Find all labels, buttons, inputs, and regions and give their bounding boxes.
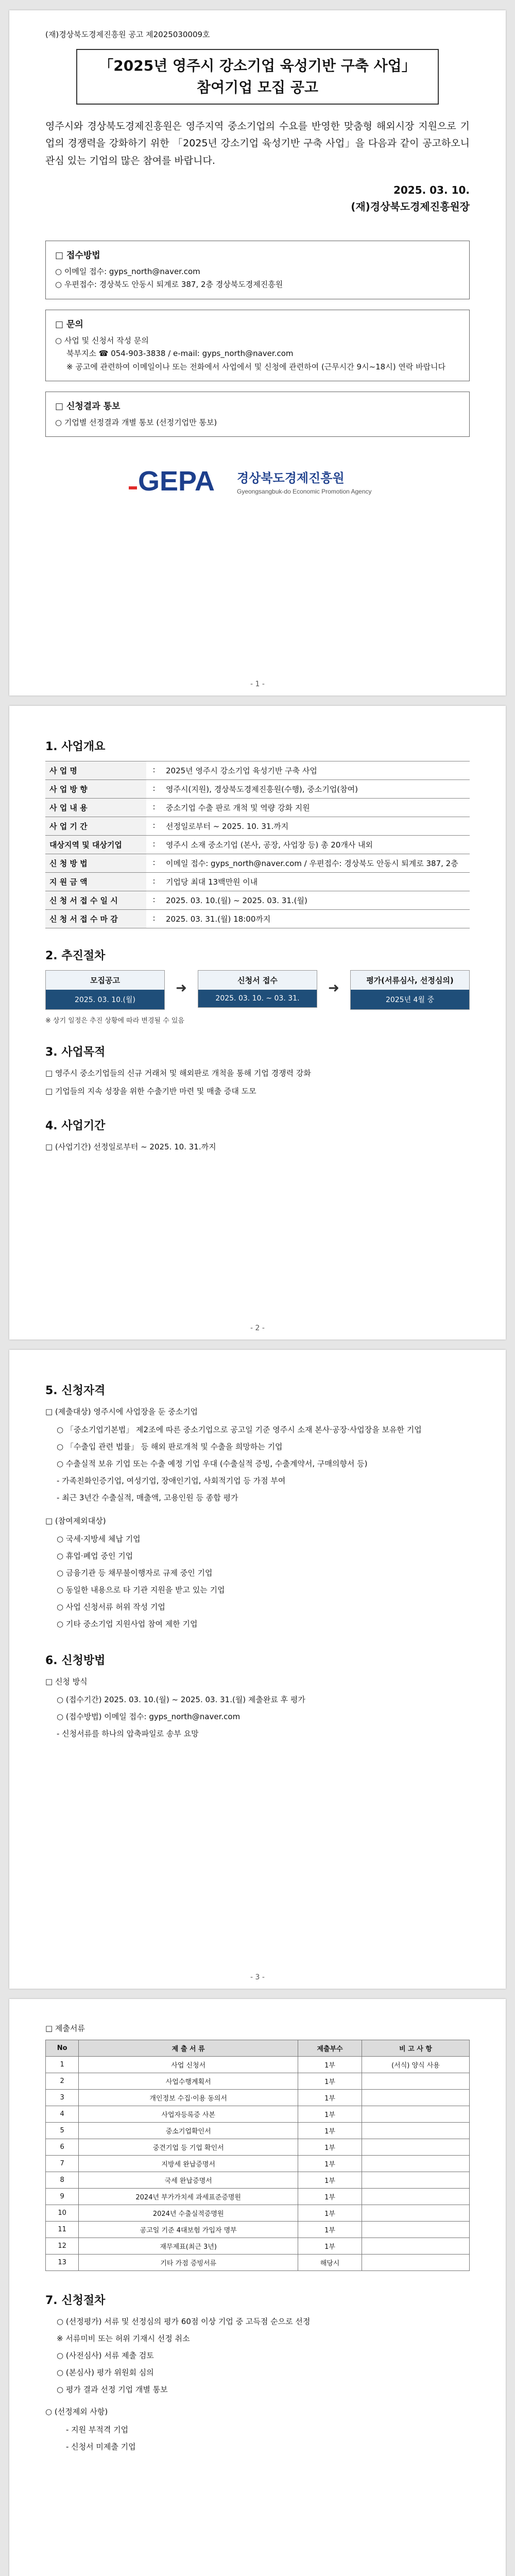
organization-name: (재)경상북도경제진흥원장 xyxy=(351,200,470,213)
documents-column-header: 제 출 서 류 xyxy=(79,2040,298,2057)
process-item: ○ 평가 결과 선정 기업 개별 통보 xyxy=(57,2385,168,2394)
inquiry-heading: □ 문의 xyxy=(55,319,83,330)
table-cell: 12 xyxy=(46,2238,79,2255)
overview-value: 중소기업 수출 판로 개척 및 역량 강화 지원 xyxy=(162,799,470,817)
eligibility-item: ○ 「수출입 관련 법률」 등 해외 판로개척 및 수출을 희망하는 기업 xyxy=(57,1442,283,1451)
table-cell xyxy=(362,2238,469,2255)
overview-key: 신 청 서 접 수 일 시 xyxy=(45,891,146,910)
inquiry-item: ○ 사업 및 신청서 작성 문의 xyxy=(55,335,149,345)
page-3 xyxy=(9,1350,506,1989)
table-cell xyxy=(362,2222,469,2238)
table-cell: 사업자등록증 사본 xyxy=(79,2106,298,2123)
table-cell: 1부 xyxy=(298,2073,362,2090)
exclusion-item: ○ 기타 중소기업 지원사업 참여 제한 기업 xyxy=(57,1619,198,1629)
exclusion-heading: □ (참여제외대상) xyxy=(45,1516,106,1526)
table-cell: 5 xyxy=(46,2123,79,2139)
table-cell: 2024년 수출실적증명원 xyxy=(79,2205,298,2222)
svg-text:Gyeongsangbuk-do Economic Prom: Gyeongsangbuk-do Economic Promotion Agency xyxy=(237,488,372,496)
table-cell: 2024년 부가가치세 과세표준증명원 xyxy=(79,2189,298,2205)
overview-row xyxy=(45,854,470,873)
overview-row xyxy=(45,761,470,780)
table-cell: 1부 xyxy=(298,2222,362,2238)
table-row xyxy=(46,2172,470,2189)
gepa-logo xyxy=(45,462,470,505)
section-heading-overview: 1. 사업개요 xyxy=(45,740,106,753)
result-box xyxy=(45,392,470,437)
announce-date: 2025. 03. 10. xyxy=(393,183,470,196)
table-row xyxy=(46,2106,470,2123)
application-list xyxy=(45,1693,470,1741)
table-cell: 지방세 완납증명서 xyxy=(79,2156,298,2172)
inquiry-box xyxy=(45,310,470,381)
table-row xyxy=(46,2057,470,2073)
overview-value: 이메일 접수: gyps_north@naver.com / 우편접수: 경상북도 안동시 퇴계로 387, 2층 xyxy=(162,854,470,873)
overview-table xyxy=(45,761,470,928)
application-item: ○ (접수기간) 2025. 03. 10.(월) ~ 2025. 03. 31.(월) 제출완료 후 평가 xyxy=(57,1695,305,1704)
table-cell xyxy=(362,2106,469,2123)
purpose-item: □ 영주시 중소기업들의 신규 거래처 및 해외판로 개척을 통해 기업 경쟁력 강화 xyxy=(45,1069,311,1078)
eligibility-heading: □ (제출대상) 영주시에 사업장을 둔 중소기업 xyxy=(45,1407,198,1416)
exclusion-item: ○ 국세·지방세 체납 기업 xyxy=(57,1534,141,1544)
overview-key: 지 원 금 액 xyxy=(45,873,146,891)
table-cell: 1부 xyxy=(298,2156,362,2172)
overview-value: 2025년 영주시 강소기업 육성기반 구축 사업 xyxy=(162,761,470,780)
table-cell: 국세 완납증명서 xyxy=(79,2172,298,2189)
table-cell: 사업 신청서 xyxy=(79,2057,298,2073)
overview-row xyxy=(45,873,470,891)
table-cell: 개인정보 수집·이용 동의서 xyxy=(79,2090,298,2106)
table-cell xyxy=(362,2123,469,2139)
eligibility-item: - 최근 3년간 수출실적, 매출액, 고용인원 등 종합 평가 xyxy=(57,1493,238,1502)
procedure-flow xyxy=(45,970,470,1010)
page-number: - 1 - xyxy=(250,680,265,688)
documents-column-header: No xyxy=(46,2040,79,2057)
table-cell: 1부 xyxy=(298,2106,362,2123)
overview-row xyxy=(45,799,470,817)
svg-text:경상북도경제진흥원: 경상북도경제진흥원 xyxy=(237,471,345,486)
overview-value: 2025. 03. 10.(월) ~ 2025. 03. 31.(월) xyxy=(162,891,470,910)
overview-colon: : xyxy=(146,799,162,817)
table-cell xyxy=(362,2172,469,2189)
overview-colon: : xyxy=(146,910,162,928)
page-number: - 2 - xyxy=(250,1324,265,1332)
application-item: - 신청서류를 하나의 압축파일로 송부 요망 xyxy=(57,1729,199,1738)
table-cell: 1 xyxy=(46,2057,79,2073)
overview-row xyxy=(45,817,470,836)
overview-colon: : xyxy=(146,780,162,799)
overview-colon: : xyxy=(146,817,162,836)
documents-table xyxy=(45,2040,470,2271)
overview-key: 사 업 방 향 xyxy=(45,780,146,799)
page-1 xyxy=(9,10,506,696)
process-item: ※ 서류미비 또는 허위 기재시 선정 취소 xyxy=(57,2334,190,2343)
table-cell: 1부 xyxy=(298,2123,362,2139)
table-cell: 1부 xyxy=(298,2090,362,2106)
purpose-item: □ 기업들의 지속 성장을 위한 수출기반 마련 및 매출 증대 도모 xyxy=(45,1087,256,1096)
page-4 xyxy=(9,1999,506,2576)
table-row xyxy=(46,2222,470,2238)
section-heading-application: 6. 신청방법 xyxy=(45,1654,106,1667)
overview-key: 사 업 기 간 xyxy=(45,817,146,836)
process-item: ○ (선정평가) 서류 및 선정심의 평가 60점 이상 기업 중 고득점 순으로 선정 xyxy=(57,2317,311,2326)
table-cell xyxy=(362,2255,469,2271)
table-cell: 공고일 기준 4대보험 가입자 명부 xyxy=(79,2222,298,2238)
table-cell: 3 xyxy=(46,2090,79,2106)
documents-column-header: 제출부수 xyxy=(298,2040,362,2057)
page-number: - 3 - xyxy=(250,1973,265,1981)
section-heading-procedure: 2. 추진절차 xyxy=(45,950,106,962)
page-2 xyxy=(9,706,506,1340)
process-item: ○ (본심사) 평가 위원회 심의 xyxy=(57,2368,154,2377)
table-row xyxy=(46,2073,470,2090)
overview-key: 대상지역 및 대상기업 xyxy=(45,836,146,854)
documents-column-header: 비 고 사 항 xyxy=(362,2040,469,2057)
arrow-icon: ➜ xyxy=(176,980,187,996)
overview-value: 기업당 최대 13백만원 이내 xyxy=(162,873,470,891)
overview-colon: : xyxy=(146,761,162,780)
table-row xyxy=(46,2255,470,2271)
table-cell: 1부 xyxy=(298,2238,362,2255)
title-line-2: 참여기업 모집 공고 xyxy=(197,79,318,96)
table-cell: 1부 xyxy=(298,2057,362,2073)
table-cell: 1부 xyxy=(298,2172,362,2189)
overview-key: 사 업 명 xyxy=(45,761,146,780)
eligibility-item: ○ 수출실적 보유 기업 또는 수출 예정 기업 우대 (수출실적 증빙, 수출계약서, 구매의향서 등) xyxy=(57,1459,368,1468)
step-receive: 신청서 접수 2025. 03. 10. ~ 03. 31. xyxy=(198,970,317,1008)
exclusion-item: ○ 금융기관 등 채무불이행자로 규제 중인 기업 xyxy=(57,1568,213,1578)
section-heading-eligibility: 5. 신청자격 xyxy=(45,1384,106,1397)
table-cell xyxy=(362,2073,469,2090)
overview-key: 신 청 서 접 수 마 감 xyxy=(45,910,146,928)
section-heading-process: 7. 신청절차 xyxy=(45,2294,106,2307)
table-row xyxy=(46,2139,470,2156)
submission-post: ○ 우편접수: 경상북도 안동시 퇴계로 387, 2층 경상북도경제진흥원 xyxy=(55,280,283,290)
table-cell: 재무제표(최근 3년) xyxy=(79,2238,298,2255)
table-cell: 8 xyxy=(46,2172,79,2189)
application-item: ○ (접수방법) 이메일 접수: gyps_north@naver.com xyxy=(57,1712,241,1721)
overview-row xyxy=(45,891,470,910)
result-heading: □ 신청결과 통보 xyxy=(55,401,121,412)
arrow-icon: ➜ xyxy=(328,980,339,996)
svg-text:GEPA: GEPA xyxy=(138,466,215,497)
period-item: □ (사업기간) 선정일로부터 ~ 2025. 10. 31.까지 xyxy=(45,1142,216,1151)
step-recruit: 모집공고 2025. 03. 10.(월) xyxy=(45,970,165,1010)
title-line-1: 「2025년 영주시 강소기업 육성기반 구축 사업」 xyxy=(99,57,416,74)
table-cell xyxy=(362,2205,469,2222)
inquiry-note: ※ 공고에 관련하여 이메일이나 또는 전화에서 사업에서 및 신청에 관련하여 (근무시간 9시~18시) 연락 바랍니다 xyxy=(66,362,446,371)
table-row xyxy=(46,2238,470,2255)
announce-number: (재)경상북도경제진흥원 공고 제2025030009호 xyxy=(45,30,210,39)
table-cell: 1부 xyxy=(298,2189,362,2205)
table-cell: 1부 xyxy=(298,2205,362,2222)
exclusion-list xyxy=(45,1532,470,1631)
inquiry-contact: 북부지소 ☎ 054-903-3838 / e-mail: gyps_north@naver.com xyxy=(66,349,294,359)
table-cell: 2 xyxy=(46,2073,79,2090)
section-heading-period: 4. 사업기간 xyxy=(45,1120,106,1132)
selection-exclusion-list xyxy=(45,2423,470,2454)
table-cell: 13 xyxy=(46,2255,79,2271)
overview-row xyxy=(45,910,470,928)
table-cell: 사업수행계획서 xyxy=(79,2073,298,2090)
table-cell: 기타 가점 증빙서류 xyxy=(79,2255,298,2271)
table-cell: 4 xyxy=(46,2106,79,2123)
exclusion-item: ○ 휴업·폐업 중인 기업 xyxy=(57,1551,133,1561)
procedure-note: ※ 상기 일정은 추진 상황에 따라 변경될 수 있음 xyxy=(45,1017,184,1025)
section-heading-purpose: 3. 사업목적 xyxy=(45,1046,106,1059)
process-list xyxy=(45,2315,470,2397)
submission-heading: □ 접수방법 xyxy=(55,250,100,261)
table-row xyxy=(46,2205,470,2222)
eligibility-item: ○ 「중소기업기본법」 제2조에 따른 중소기업으로 공고일 기준 영주시 소재 본사·공장·사업장을 보유한 기업 xyxy=(57,1425,422,1434)
table-cell: 7 xyxy=(46,2156,79,2172)
gepa-logo-mark xyxy=(124,462,391,503)
selection-exclusion-item: - 지원 부적격 기업 xyxy=(66,2425,129,2434)
table-row xyxy=(46,2189,470,2205)
selection-exclusion-item: - 신청서 미제출 기업 xyxy=(66,2442,136,2451)
exclusion-item: ○ 사업 신청서류 허위 작성 기업 xyxy=(57,1602,165,1612)
table-cell: 10 xyxy=(46,2205,79,2222)
table-cell xyxy=(362,2189,469,2205)
table-row xyxy=(46,2090,470,2106)
table-row xyxy=(46,2123,470,2139)
overview-row xyxy=(45,836,470,854)
table-cell: 해당시 xyxy=(298,2255,362,2271)
overview-key: 신 청 방 법 xyxy=(45,854,146,873)
exclusion-item: ○ 동일한 내용으로 타 기관 지원을 받고 있는 기업 xyxy=(57,1585,225,1595)
eligibility-list xyxy=(45,1423,470,1505)
overview-colon: : xyxy=(146,854,162,873)
overview-colon: : xyxy=(146,836,162,854)
result-item: ○ 기업별 선정결과 개별 통보 (선정기업만 통보) xyxy=(55,417,217,427)
overview-key: 사 업 내 용 xyxy=(45,799,146,817)
process-item: ○ (사전심사) 서류 제출 검토 xyxy=(57,2351,154,2360)
document-title xyxy=(76,49,439,105)
table-cell: 1부 xyxy=(298,2139,362,2156)
intro-paragraph: 영주시와 경상북도경제진흥원은 영주지역 중소기업의 수요를 반영한 맞춤형 해외시장 지원으로 기업의 경쟁력을 강화하기 위한 「2025년 강소기업 육성기반 구축 사업」을 다음과 같이 공고하오니 관심 있는 기업의 많은 참여를 바랍니다. xyxy=(45,121,470,166)
application-heading: □ 신청 방식 xyxy=(45,1677,88,1686)
table-cell: (서식) 양식 사용 xyxy=(362,2057,469,2073)
overview-row xyxy=(45,780,470,799)
submission-box xyxy=(45,241,470,299)
submission-email: ○ 이메일 접수: gyps_north@naver.com xyxy=(55,266,200,276)
table-cell: 중견기업 등 기업 확인서 xyxy=(79,2139,298,2156)
overview-value: 선정일로부터 ~ 2025. 10. 31.까지 xyxy=(162,817,470,836)
table-cell: 6 xyxy=(46,2139,79,2156)
table-cell xyxy=(362,2139,469,2156)
table-cell: 11 xyxy=(46,2222,79,2238)
overview-value: 영주시 소재 중소기업 (본사, 공장, 사업장 등) 총 20개사 내외 xyxy=(162,836,470,854)
overview-value: 2025. 03. 31.(월) 18:00까지 xyxy=(162,910,470,928)
documents-heading: □ 제출서류 xyxy=(45,2024,85,2033)
step-evaluate: 평가(서류심사, 선정심의) 2025년 4월 중 xyxy=(350,970,470,1010)
eligibility-item: - 가족친화인증기업, 여성기업, 장애인기업, 사회적기업 등 가점 부여 xyxy=(57,1476,286,1485)
table-cell xyxy=(362,2090,469,2106)
overview-colon: : xyxy=(146,873,162,891)
table-cell: 중소기업확인서 xyxy=(79,2123,298,2139)
announce-date-block xyxy=(45,182,470,215)
table-cell xyxy=(362,2156,469,2172)
overview-value: 영주시(지원), 경상북도경제진흥원(수행), 중소기업(참여) xyxy=(162,780,470,799)
selection-exclusion-heading: ○ (선정제외 사항) xyxy=(45,2407,108,2416)
table-cell: 9 xyxy=(46,2189,79,2205)
overview-colon: : xyxy=(146,891,162,910)
table-row xyxy=(46,2156,470,2172)
